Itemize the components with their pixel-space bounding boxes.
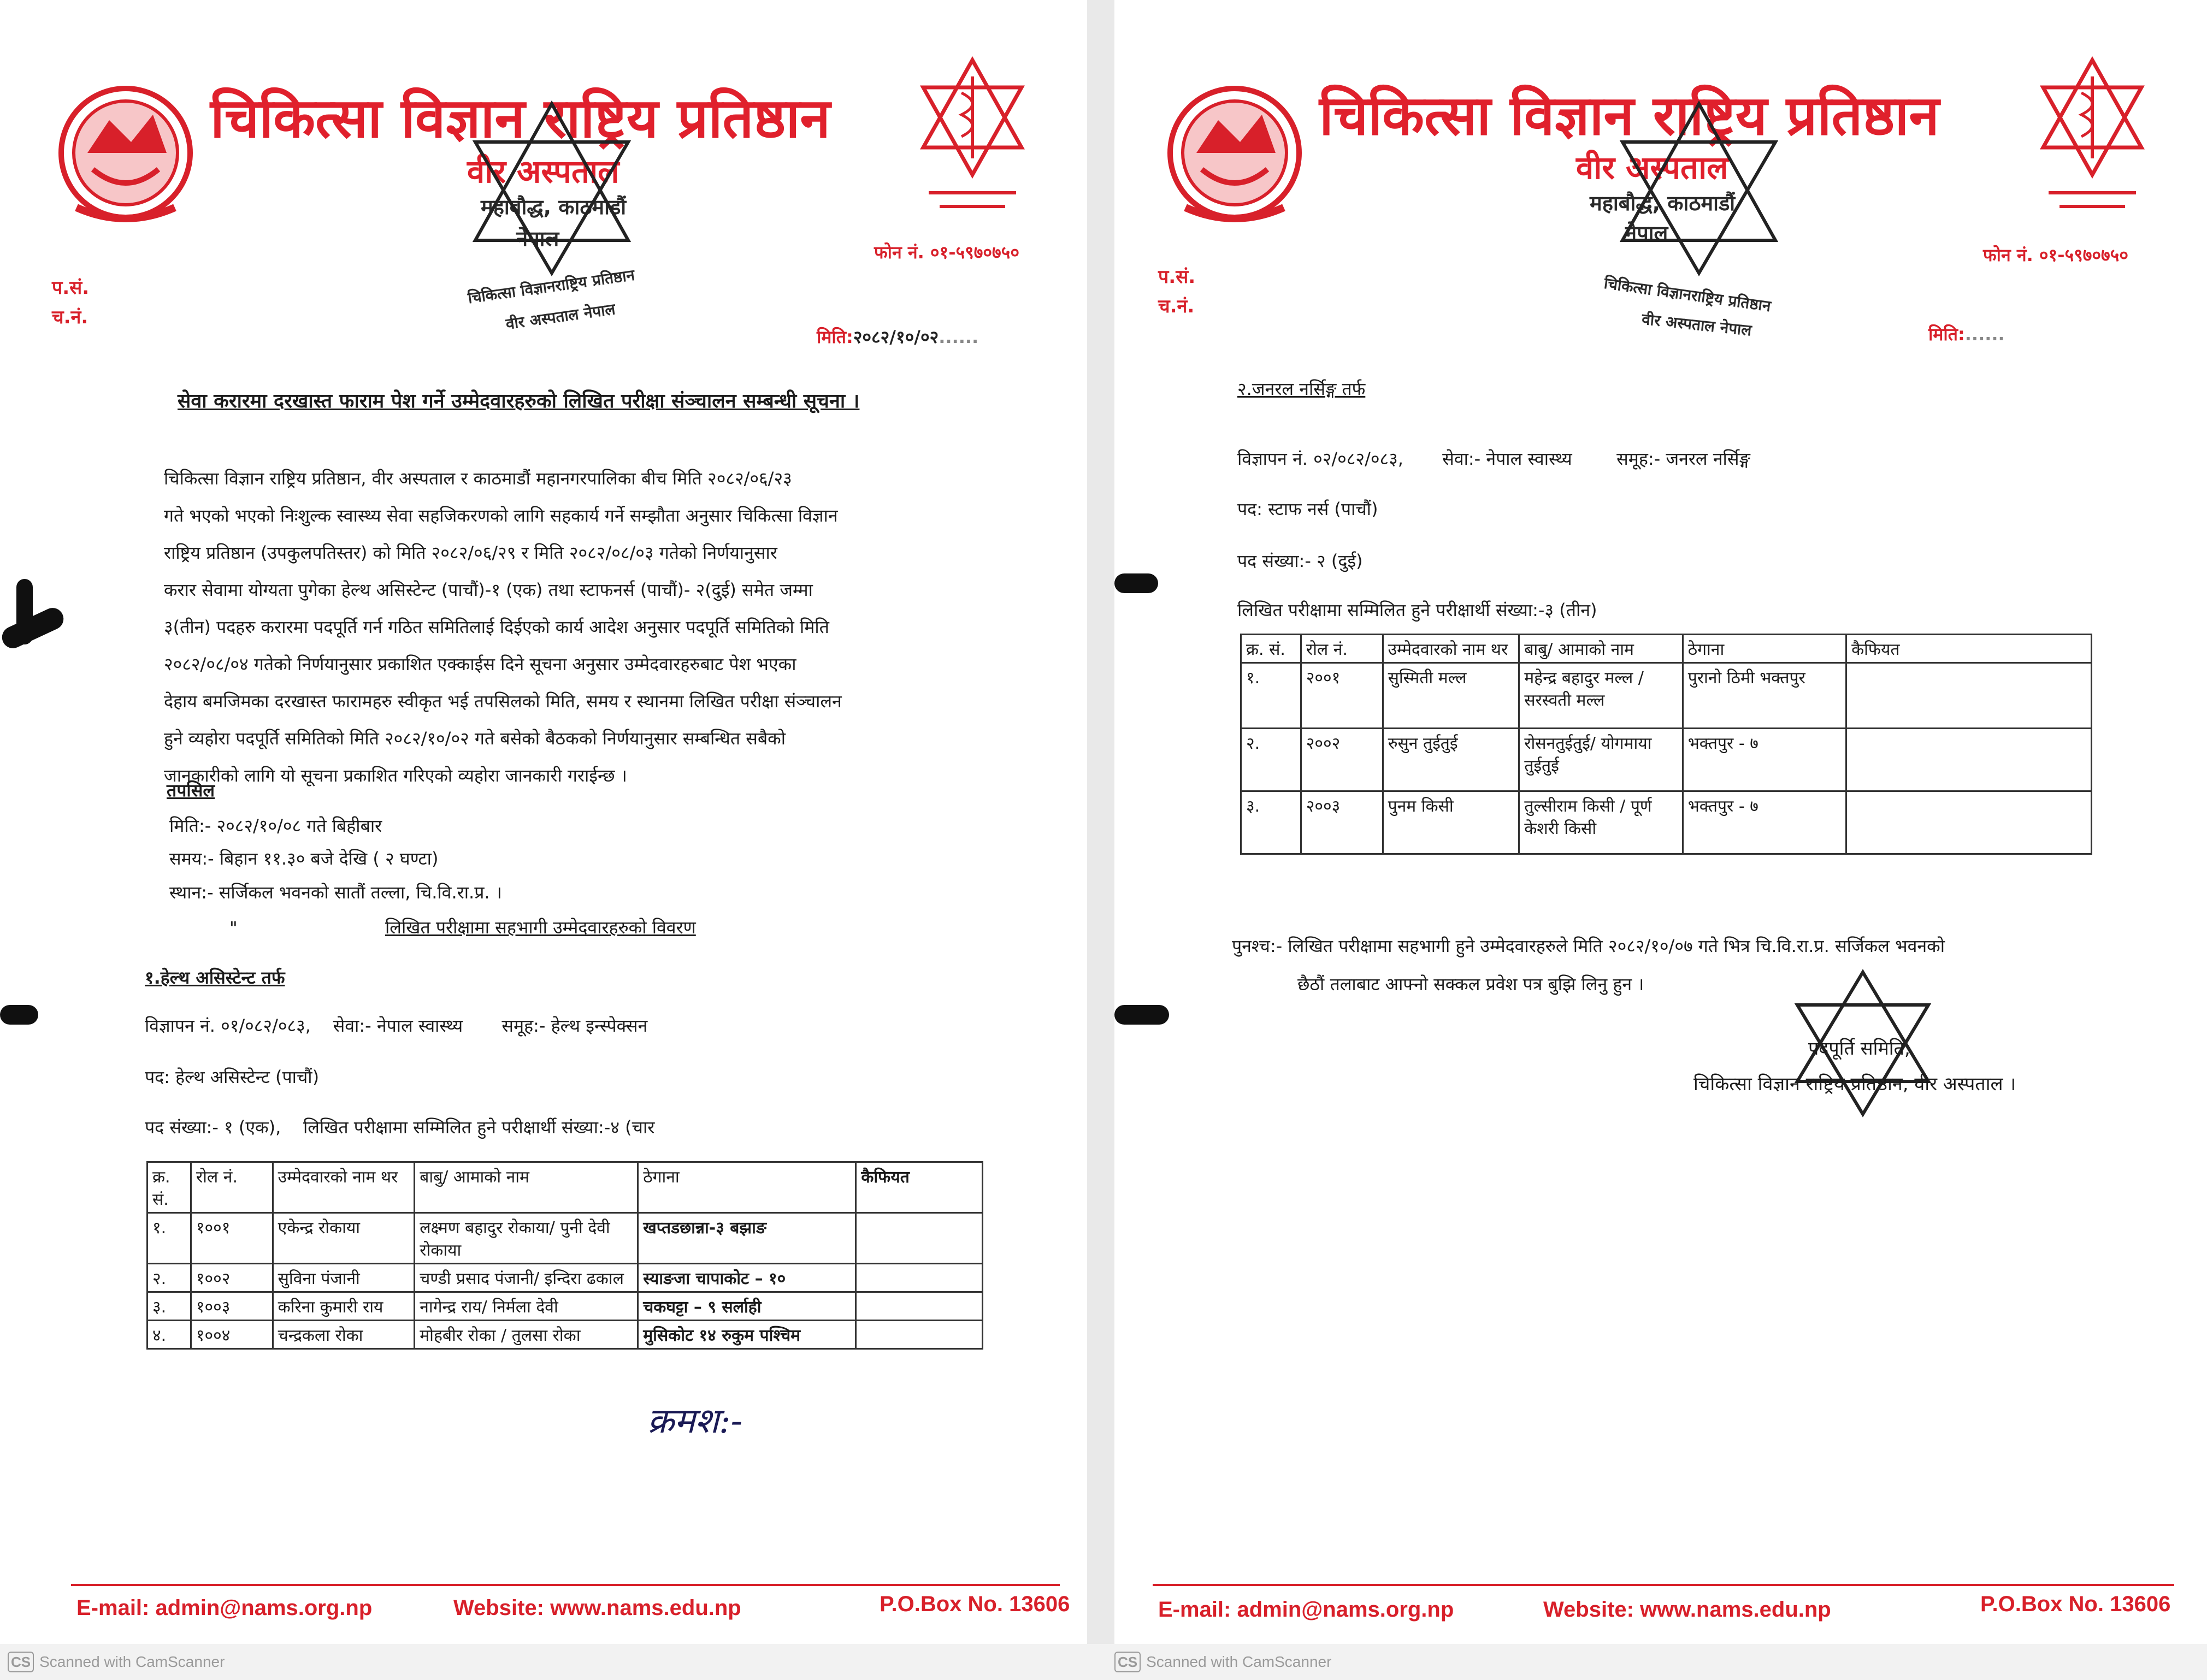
scanner-watermark-left bbox=[8, 1652, 225, 1672]
cell-remarks bbox=[856, 1264, 983, 1292]
cell-remarks bbox=[856, 1213, 983, 1264]
cell-parents: मोहबीर रोका / तुलसा रोका bbox=[415, 1321, 638, 1349]
institution-title: चिकित्सा विज्ञान राष्ट्रिय प्रतिष्ठान bbox=[1319, 84, 1939, 147]
stamp-line-2: वीर अस्पताल नेपाल bbox=[1641, 310, 1752, 340]
cell-sn: ४. bbox=[147, 1321, 191, 1349]
cell-address: खप्तडछान्ना-३ बझाङ bbox=[638, 1213, 856, 1264]
table-header-row bbox=[1241, 635, 2092, 663]
date-line: मिति:...... bbox=[1928, 324, 2005, 345]
header-parents: बाबु/ आमाको नाम bbox=[415, 1162, 638, 1213]
cell-name: रुसुन तुईतुई bbox=[1383, 729, 1519, 791]
binder-clip-mark bbox=[0, 605, 67, 652]
body-line: हुने व्यहोरा पदपूर्ति समितिको मिति २०८२/१०/०२ गते बसेको बैठकको निर्णयानुसार सम्बन्धित सबैको bbox=[164, 728, 786, 749]
ref-cha-label: च.नं. bbox=[52, 306, 88, 328]
header-sn: क्र. सं. bbox=[147, 1162, 191, 1213]
table-row bbox=[147, 1321, 983, 1349]
header-parents: बाबु/ आमाको नाम bbox=[1519, 635, 1683, 663]
cell-parents: नागेन्द्र राय/ निर्मला देवी bbox=[415, 1292, 638, 1321]
header-address: ठेगाना bbox=[1683, 635, 1846, 663]
notice-subject: सेवा करारमा दरखास्त फाराम पेश गर्ने उम्मेदवारहरुको लिखित परीक्षा संञ्चालन सम्बन्धी सूचना । bbox=[178, 390, 860, 412]
table-row bbox=[1241, 729, 2092, 791]
cell-parents: महेन्द्र बहादुर मल्ल / सरस्वती मल्ल bbox=[1519, 663, 1683, 729]
exam-time: समय:- बिहान ११.३० बजे देखि ( २ घण्टा) bbox=[169, 848, 439, 869]
cell-parents: रोसनतुईतुई/ योगमाया तुईतुई bbox=[1519, 729, 1683, 791]
scanner-text: Scanned with CamScanner bbox=[39, 1653, 225, 1670]
body-line: चिकित्सा विज्ञान राष्ट्रिय प्रतिष्ठान, वीर अस्पताल र काठमाडौं महानगरपालिका बीच मिति २०८२/०६/२३ bbox=[164, 468, 792, 489]
tapasil-heading: तपसिल bbox=[167, 780, 215, 801]
date-value: २०८२/१०/०२ bbox=[853, 327, 939, 347]
cell-sn: २. bbox=[1241, 729, 1301, 791]
seal-star-icon bbox=[1601, 93, 1797, 289]
ref-cha-label: च.नं. bbox=[1158, 295, 1195, 317]
cell-name: सुस्मिती मल्ल bbox=[1383, 663, 1519, 729]
header-address: ठेगाना bbox=[638, 1162, 856, 1213]
cell-name: करिना कुमारी राय bbox=[273, 1292, 415, 1321]
hospital-name: वीर अस्पताल bbox=[1576, 149, 1728, 186]
cell-roll: २००१ bbox=[1301, 663, 1383, 729]
cell-parents: चण्डी प्रसाद पंजानी/ इन्दिरा ढकाल bbox=[415, 1264, 638, 1292]
cell-roll: १००१ bbox=[191, 1213, 273, 1264]
camscanner-icon: CS bbox=[1114, 1652, 1141, 1672]
cell-remarks bbox=[856, 1292, 983, 1321]
cell-name: सुविना पंजानी bbox=[273, 1264, 415, 1292]
notice-page-1 bbox=[0, 0, 1087, 1644]
header-roll: रोल नं. bbox=[1301, 635, 1383, 663]
cell-name: पुनम किसी bbox=[1383, 791, 1519, 854]
date-line: मिति:२०८२/१०/०२...... bbox=[817, 327, 979, 347]
cell-remarks bbox=[1846, 663, 2092, 729]
candidates-table-2 bbox=[1240, 634, 2092, 855]
candidates-heading: लिखित परीक्षामा सहभागी उम्मेदवारहरुको विवरण bbox=[385, 917, 696, 938]
section1-ad-line: विज्ञापन नं. ०१/०८२/०८३, सेवा:- नेपाल स्वास्थ्य समूह:- हेल्थ इन्स्पेक्सन bbox=[145, 1015, 648, 1036]
cell-sn: २. bbox=[147, 1264, 191, 1292]
cell-address: मुसिकोट १४ रुकुम पश्चिम bbox=[638, 1321, 856, 1349]
nepal-emblem-icon bbox=[1164, 71, 1306, 229]
body-line: देहाय बमजिमका दरखास्त फारामहरु स्वीकृत भई तपसिलको मिति, समय र स्थानमा लिखित परीक्षा संञ्चालन bbox=[164, 691, 842, 712]
binder-clip-mark bbox=[16, 579, 33, 644]
cell-address: स्याङजा चापाकोट – १० bbox=[638, 1264, 856, 1292]
cell-roll: १००४ bbox=[191, 1321, 273, 1349]
cell-roll: २००२ bbox=[1301, 729, 1383, 791]
table-header-row bbox=[147, 1162, 983, 1213]
body-line: जानकारीको लागि यो सूचना प्रकाशित गरिएको व्यहोरा जानकारी गराईन्छ । bbox=[164, 765, 627, 786]
note-line-1: पुनश्च:- लिखित परीक्षामा सहभागी हुने उम्मेदवारहरुले मिति २०८२/१०/०७ गते भित्र चि.वि.रा.प्र. सर्जिकल भवनको bbox=[1232, 936, 1945, 956]
table-row bbox=[1241, 791, 2092, 854]
cell-sn: १. bbox=[147, 1213, 191, 1264]
candidates-table-1 bbox=[146, 1161, 983, 1350]
exam-date: मिति:- २०८२/१०/०८ गते बिहीबार bbox=[169, 815, 382, 836]
notice-body bbox=[164, 460, 1038, 794]
cell-address: भक्तपुर - ७ bbox=[1683, 729, 1846, 791]
section2-count-line: पद संख्या:- २ (दुई) bbox=[1237, 551, 1363, 571]
date-label: मिति: bbox=[817, 327, 853, 347]
hospital-name: वीर अस्पताल bbox=[467, 153, 619, 190]
cell-parents: लक्ष्मण बहादुर रोकाया/ पुनी देवी रोकाया bbox=[415, 1213, 638, 1264]
cell-roll: २००३ bbox=[1301, 791, 1383, 854]
committee-name: पदपूर्ति समिति, bbox=[1808, 1038, 1910, 1060]
scanner-text: Scanned with CamScanner bbox=[1146, 1653, 1332, 1670]
table-row bbox=[1241, 663, 2092, 729]
footer-divider bbox=[1153, 1584, 2174, 1586]
phone-number: फोन नं. ०१-५९७०७५० bbox=[1983, 245, 2128, 265]
binder-clip-mark bbox=[0, 1005, 38, 1025]
section1-post-line: पद: हेल्थ असिस्टेन्ट (पाचौं) bbox=[145, 1067, 320, 1087]
body-line: २०८२/०८/०४ गतेको निर्णयानुसार प्रकाशित एक्काईस दिने सूचना अनुसार उम्मेदवारहरुबाट पेश भएका bbox=[164, 654, 796, 675]
binder-clip-mark bbox=[1114, 1005, 1169, 1025]
header-remarks: कैफियत bbox=[856, 1162, 983, 1213]
section2-heading: २.जनरल नर्सिङ्ग तर्फ bbox=[1237, 378, 1366, 399]
cell-roll: १००२ bbox=[191, 1264, 273, 1292]
cell-sn: ३. bbox=[147, 1292, 191, 1321]
reference-block bbox=[1158, 262, 1195, 321]
body-line: राष्ट्रिय प्रतिष्ठान (उपकुलपतिस्तर) को मिति २०८२/०६/२९ र मिति २०८२/०८/०३ गतेको निर्णयानुसार bbox=[164, 542, 777, 563]
address-line-1: महाबौद्ध, काठमाडौं bbox=[481, 195, 627, 219]
reference-block bbox=[52, 273, 89, 332]
header-sn: क्र. सं. bbox=[1241, 635, 1301, 663]
cell-roll: १००३ bbox=[191, 1292, 273, 1321]
section2-participants-line: लिखित परीक्षामा सम्मिलित हुने परीक्षार्थी संख्या:-३ (तीन) bbox=[1237, 600, 1597, 620]
hospital-logo-icon bbox=[2038, 55, 2147, 235]
footer-email: E-mail: admin@nams.org.np bbox=[76, 1596, 373, 1620]
cell-address: चकघट्टा – ९ सर्लाही bbox=[638, 1292, 856, 1321]
stamp-line-2: वीर अस्पताल नेपाल bbox=[504, 300, 617, 333]
body-line: करार सेवामा योग्यता पुगेका हेल्थ असिस्टेन्ट (पाचौं)-१ (एक) तथा स्टाफनर्स (पाचौं)- २(दुई) समेत जम्मा bbox=[164, 579, 813, 600]
seal-star-icon bbox=[453, 93, 650, 289]
cell-remarks bbox=[856, 1321, 983, 1349]
section1-count-line: पद संख्या:- १ (एक), लिखित परीक्षामा सम्मिलित हुने परीक्षार्थी संख्या:-४ (चार bbox=[145, 1117, 655, 1138]
footer-email: E-mail: admin@nams.org.np bbox=[1158, 1598, 1454, 1622]
table-row bbox=[147, 1264, 983, 1292]
notice-page-2 bbox=[1114, 0, 2204, 1644]
address-line-2: नेपाल bbox=[1625, 221, 1668, 245]
section2-ad-line: विज्ञापन नं. ०२/०८२/०८३, सेवा:- नेपाल स्वास्थ्य समूह:- जनरल नर्सिङ्ग bbox=[1237, 448, 1750, 469]
cell-name: एकेन्द्र रोकाया bbox=[273, 1213, 415, 1264]
continued-signature: क्रमश:- bbox=[647, 1401, 743, 1441]
quote-mark: " bbox=[229, 918, 238, 938]
footer-pobox: P.O.Box No. 13606 bbox=[1980, 1592, 2171, 1616]
cell-address: भक्तपुर - ७ bbox=[1683, 791, 1846, 854]
cell-parents: तुल्सीराम किसी / पूर्ण केशरी किसी bbox=[1519, 791, 1683, 854]
address-line-2: नेपाल bbox=[516, 227, 559, 251]
body-line: गते भएको भएको निःशुल्क स्वास्थ्य सेवा सहजिकरणको लागि सहकार्य गर्ने सम्झौता अनुसार चिकित्सा विज्ञान bbox=[164, 505, 838, 526]
phone-number: फोन नं. ०१-५९७०७५० bbox=[874, 242, 1019, 263]
page-gap bbox=[1087, 0, 1114, 1680]
footer-divider bbox=[71, 1584, 1060, 1586]
committee-institution: चिकित्सा विज्ञान राष्ट्रिय प्रतिष्ठान, वीर अस्पताल । bbox=[1693, 1073, 2016, 1095]
binder-clip-mark bbox=[1114, 573, 1158, 593]
scanner-watermark-right bbox=[1114, 1652, 1331, 1672]
address-line-1: महाबौद्ध, काठमाडौं bbox=[1590, 191, 1736, 215]
header-remarks: कैफियत bbox=[1846, 635, 2092, 663]
table-row bbox=[147, 1213, 983, 1264]
camscanner-icon: CS bbox=[8, 1652, 34, 1672]
footer-website: Website: www.nams.edu.np bbox=[1543, 1598, 1831, 1622]
body-line: ३(तीन) पदहरु करारमा पदपूर्ति गर्न गठित समितिलाई दिईएको कार्य आदेश अनुसार पदपूर्ति समितिको मिति bbox=[164, 617, 829, 637]
ref-pa-label: प.सं. bbox=[52, 277, 90, 299]
nepal-emblem-icon bbox=[55, 71, 197, 229]
ref-pa-label: प.सं. bbox=[1158, 266, 1196, 288]
footer-website: Website: www.nams.edu.np bbox=[453, 1596, 741, 1620]
scanner-band bbox=[0, 1644, 2207, 1680]
header-name: उम्मेदवारको नाम थर bbox=[1383, 635, 1519, 663]
exam-venue: स्थान:- सर्जिकल भवनको सातौं तल्ला, चि.वि.रा.प्र. । bbox=[169, 882, 502, 903]
table-row bbox=[147, 1292, 983, 1321]
stamp-line-1: चिकित्सा विज्ञानराष्ट्रिय प्रतिष्ठान bbox=[1603, 274, 1772, 316]
note-line-2: छैठौं तलाबाट आफ्नो सक्कल प्रवेश पत्र बुझि लिनु हुन । bbox=[1297, 974, 1644, 995]
header-roll: रोल नं. bbox=[191, 1162, 273, 1213]
cell-address: पुरानो ठिमी भक्तपुर bbox=[1683, 663, 1846, 729]
cell-sn: ३. bbox=[1241, 791, 1301, 854]
cell-name: चन्द्रकला रोका bbox=[273, 1321, 415, 1349]
institution-title: चिकित्सा विज्ञान राष्ट्रिय प्रतिष्ठान bbox=[210, 86, 830, 150]
cell-remarks bbox=[1846, 729, 2092, 791]
cell-remarks bbox=[1846, 791, 2092, 854]
hospital-logo-icon bbox=[918, 55, 1027, 235]
section2-post-line: पद: स्टाफ नर्स (पाचौं) bbox=[1237, 499, 1378, 519]
header-name: उम्मेदवारको नाम थर bbox=[273, 1162, 415, 1213]
footer-pobox: P.O.Box No. 13606 bbox=[880, 1592, 1070, 1616]
section1-heading: १.हेल्थ असिस्टेन्ट तर्फ bbox=[145, 967, 285, 988]
stamp-line-1: चिकित्सा विज्ञानराष्ट्रिय प्रतिष्ठान bbox=[467, 265, 636, 307]
date-label: मिति: bbox=[1928, 324, 1965, 345]
cell-sn: १. bbox=[1241, 663, 1301, 729]
